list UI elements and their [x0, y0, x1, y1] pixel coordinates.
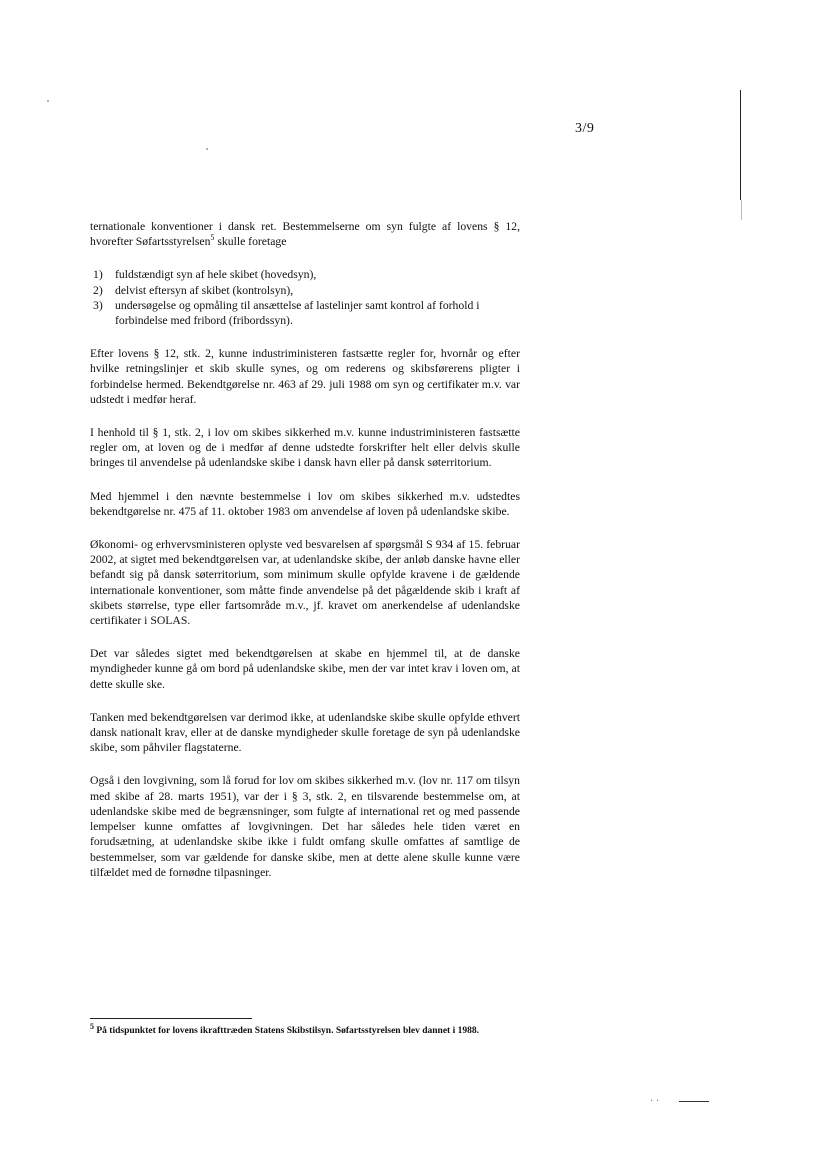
paragraph: Også i den lovgivning, som lå forud for lov om skibes sikkerhed m.v. (lov nr. 117 om tilsyn med skibe af 28. marts 1951), var der i § 3, stk. 2, en tilsvarende bestemmelse om, at udenlandske skibe med de begrænsninger, som fulgte af international ret og med passende lempelser kunne omfattes af lovgivningen. Det har således hele tiden været en forudsætning, at udenlandske skibe ikke i fuldt omfang skulle omfattes af samtlige de bestemmelser, som var gældende for danske skibe, men at dette alene skulle kunne være tilfældet med de fornødne tilpasninger.	[90, 774, 520, 879]
footnote-text: På tidspunktet for lovens ikrafttræden Statens Skibstilsyn. Søfartsstyrelsen blev dannet i 1988.	[94, 1026, 479, 1036]
list-text: delvist eftersyn af skibet (kontrolsyn),	[115, 283, 294, 297]
margin-line-faint	[741, 200, 742, 220]
list-item	[90, 283, 520, 298]
paragraph: I henhold til § 1, stk. 2, i lov om skibes sikkerhed m.v. kunne industriministeren fastsætte regler om, at loven og de i medfør af denne udstedte forskrifter helt eller delvis skulle bringes til anvendelse på udenlandske skibe i dansk havn eller på dansk søterritorium.	[90, 426, 520, 470]
paragraph: Tanken med bekendtgørelsen var derimod ikke, at udenlandske skibe skulle opfylde ethvert dansk nationalt krav, eller at de danske myndigheder skulle foretage de syn på udenlandske skibe, som påhviler flagstaterne.	[90, 710, 520, 755]
intro-text: ternationale konventioner i dansk ret. Bestemmelserne om syn fulgte af lovens § 12, hvorefter Søfartsstyrelsen	[90, 220, 520, 249]
numbered-list	[90, 267, 520, 328]
intro-paragraph	[90, 219, 520, 249]
document-body	[90, 219, 520, 898]
list-text: undersøgelse og opmåling til ansættelse af lastelinjer samt kontrol af forhold i forbindelse med fribord (fribordssyn).	[115, 298, 480, 328]
page-number: 3/9	[575, 121, 595, 136]
list-number: 3)	[93, 298, 103, 312]
list-text: fuldstændigt syn af hele skibet (hovedsyn),	[115, 268, 317, 282]
list-number: 2)	[93, 283, 103, 297]
footnote-reference: 5	[210, 233, 215, 243]
footnote-marker: 5	[90, 1021, 94, 1031]
paragraph: Med hjemmel i den nævnte bestemmelse i lov om skibes sikkerhed m.v. udstedtes bekendtgørelse nr. 475 af 11. oktober 1983 om anvendelse af loven på udenlandske skibe.	[90, 489, 520, 518]
list-number: 1)	[93, 268, 103, 282]
margin-line	[740, 90, 741, 200]
intro-text-end: skulle foretage	[214, 235, 287, 249]
paragraph: Økonomi- og erhvervsministeren oplyste ved besvarelsen af spørgsmål S 934 af 15. februar 2002, at sigtet med bekendtgørelsen var, at udenlandske skibe, der anløb danske havne eller befandt sig på dansk søterritorium, som minimum skulle opfylde kravene i de gældende internationale konventioner, som måtte finde anvendelse på det pågældende skib i kraft af skibets størrelse, type eller fartsområde m.v., jf. kravet om anerkendelse af udenlandske certifikater i SOLAS.	[90, 538, 520, 628]
bottom-dash	[679, 1101, 709, 1102]
bottom-marks: · ·	[650, 1096, 660, 1107]
list-item	[90, 298, 520, 328]
paragraph: Efter lovens § 12, stk. 2, kunne industriministeren fastsætte regler for, hvornår og efter hvilke retningslinjer et skib skulle synes, og om rederens og skibsførerens pligter i forbindelse hermed. Bekendtgørelse nr. 463 af 29. juli 1988 om syn og certifikater m.v. var udstedt i medfør heraf.	[90, 347, 520, 406]
paragraph: Det var således sigtet med bekendtgørelsen at skabe en hjemmel til, at de danske myndigheder kunne gå om bord på udenlandske skibe, men der var intet krav i loven om, at dette skulle ske.	[90, 647, 520, 691]
footnote	[90, 1021, 520, 1037]
list-item	[90, 267, 520, 282]
scan-speck	[206, 148, 208, 150]
footnote-separator	[90, 1018, 252, 1019]
scan-speck	[47, 100, 49, 102]
